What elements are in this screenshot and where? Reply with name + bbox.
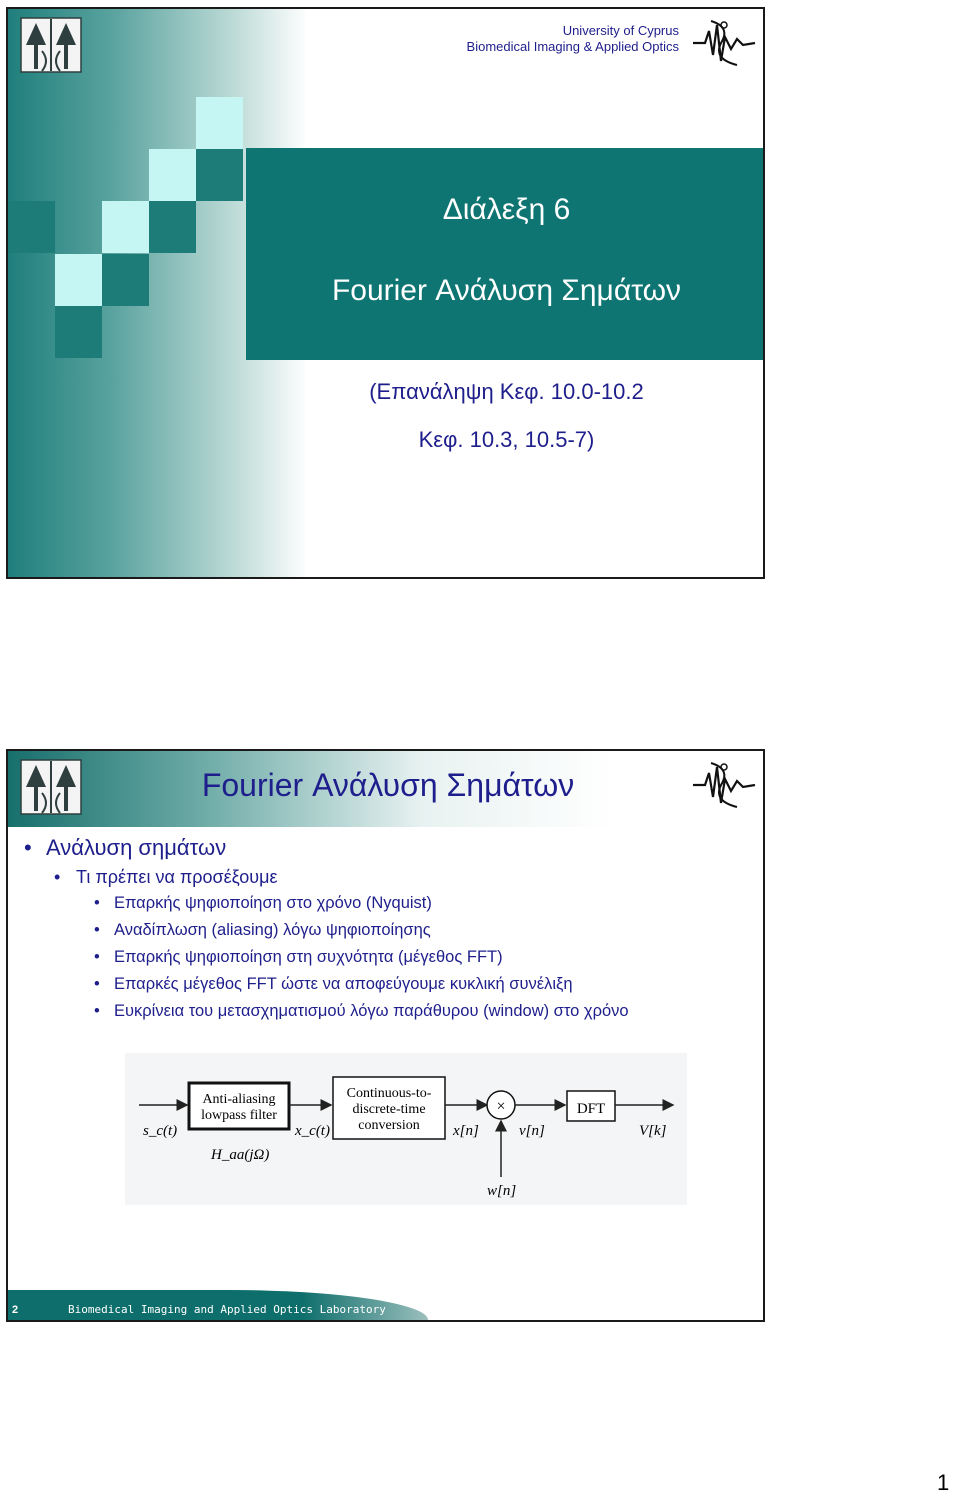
signal-processing-block-diagram — [125, 1053, 687, 1205]
multiplier-symbol: × — [496, 1098, 506, 1115]
filter-label-line2: lowpass filter — [201, 1108, 277, 1123]
bullet-list — [24, 835, 753, 1029]
footer-lab-name: Biomedical Imaging and Applied Optics Laboratory — [68, 1303, 386, 1316]
window-signal-label: w[n] — [487, 1183, 517, 1199]
lecture-title: Fourier Ανάλυση Σημάτων — [331, 274, 682, 307]
title-band — [246, 148, 765, 360]
bullet-level3: • Επαρκής ψηφιοποίηση στο χρόνο (Nyquist) — [94, 894, 432, 912]
bullet-level3: • Ευκρίνεια του μετασχηματισμού λόγω παράθυρου (window) στο χρόνο — [94, 1002, 629, 1020]
cyprus-tree-logo-icon — [20, 759, 82, 815]
lecture-number: Διάλεξη 6 — [442, 193, 571, 226]
input-signal-label: s_c(t) — [143, 1123, 178, 1139]
lab-name: Biomedical Imaging & Applied Optics — [466, 39, 679, 54]
bullet-level3: • Αναδίπλωση (aliasing) λόγω ψηφιοποίησης — [94, 921, 431, 939]
institution-header — [467, 23, 679, 55]
university-name: University of Cyprus — [562, 23, 679, 38]
decor-square — [149, 149, 196, 201]
conversion-label-line2: discrete-time — [352, 1102, 426, 1117]
lecture-chapters-line1: (Επανάληψη Κεφ. 10.0-10.2 — [369, 379, 644, 404]
sampled-signal-label: x[n] — [453, 1123, 479, 1139]
slide-2 — [6, 749, 765, 1322]
lecture-chapters-line2: Κεφ. 10.3, 10.5-7) — [418, 427, 595, 452]
dft-label: DFT — [576, 1101, 606, 1117]
slide-title: Fourier Ανάλυση Σημάτων — [201, 767, 575, 803]
conversion-label-line3: conversion — [358, 1118, 420, 1133]
decor-square — [55, 254, 102, 306]
decor-square — [55, 306, 102, 358]
filtered-signal-label: x_c(t) — [295, 1123, 330, 1139]
output-signal-label: V[k] — [639, 1123, 667, 1139]
cyprus-tree-logo-icon — [20, 17, 82, 73]
slide-number: 2 — [12, 1304, 19, 1316]
biomedical-waveform-logo-icon — [691, 17, 757, 69]
conversion-label-line1: Continuous-to- — [346, 1086, 432, 1101]
decor-square — [8, 201, 55, 253]
filter-label-line1: Anti-aliasing — [202, 1092, 276, 1107]
decor-square — [102, 201, 149, 253]
transfer-function-label: H_aa(jΩ) — [211, 1147, 270, 1163]
page-number: 1 — [937, 1470, 950, 1495]
biomedical-waveform-logo-icon — [691, 759, 757, 811]
slide-1 — [6, 7, 765, 579]
decor-square — [149, 201, 196, 253]
bullet-level3: • Επαρκής ψηφιοποίηση στη συχνότητα (μέγεθος FFT) — [94, 948, 503, 966]
bullet-level2: • Τι πρέπει να προσέξουμε — [54, 867, 278, 887]
decor-square — [196, 97, 243, 149]
bullet-level1: • Ανάλυση σημάτων — [24, 835, 227, 860]
bullet-level3: • Επαρκές μέγεθος FFT ώστε να αποφεύγουμε κυκλική συνέλιξη — [94, 975, 573, 993]
decor-square — [102, 254, 149, 306]
footer-band — [8, 1290, 428, 1320]
windowed-signal-label: v[n] — [519, 1123, 545, 1139]
decor-square — [196, 149, 243, 201]
